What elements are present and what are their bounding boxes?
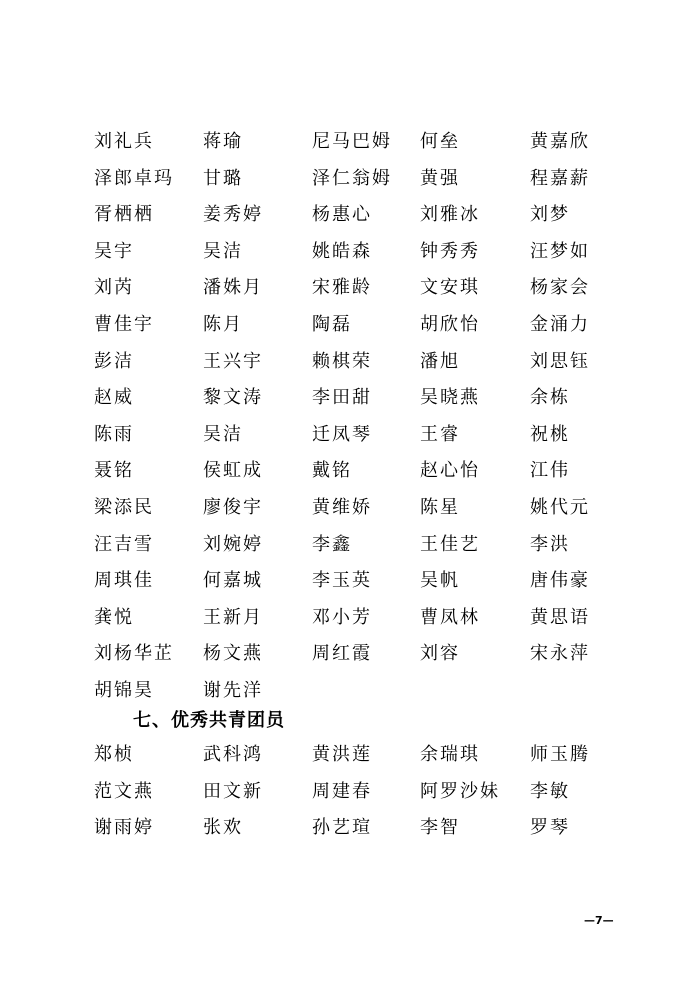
name-entry: 赖棋荣 — [312, 350, 372, 372]
name-entry: 胥栖栖 — [94, 204, 154, 226]
name-row — [0, 161, 700, 198]
name-entry: 杨惠心 — [312, 204, 372, 226]
name-entry: 潘旭 — [420, 350, 460, 372]
name-entry: 邓小芳 — [312, 606, 372, 628]
name-entry: 范文燕 — [94, 780, 154, 802]
name-row — [0, 124, 700, 161]
name-entry: 吴洁 — [203, 423, 243, 445]
name-entry: 甘璐 — [203, 167, 243, 189]
name-entry: 潘姝月 — [203, 277, 263, 299]
name-entry: 王佳艺 — [420, 533, 480, 555]
name-entry: 罗琴 — [530, 817, 570, 839]
name-entry: 杨家会 — [530, 277, 590, 299]
name-entry: 刘礼兵 — [94, 131, 154, 152]
name-row — [0, 600, 700, 637]
name-entry: 聂铭 — [94, 460, 134, 482]
name-entry: 李智 — [420, 817, 460, 839]
name-row — [0, 774, 700, 811]
name-entry: 陶磊 — [312, 313, 352, 335]
name-row — [0, 810, 700, 847]
name-entry: 刘婉婷 — [203, 533, 263, 555]
name-entry: 胡欣怡 — [420, 313, 480, 335]
name-row — [0, 380, 700, 417]
name-row — [0, 197, 700, 234]
name-entry: 周红霞 — [312, 643, 372, 665]
page-number: —7— — [584, 914, 614, 927]
name-entry: 余瑞琪 — [420, 744, 480, 765]
name-entry: 李鑫 — [312, 533, 352, 555]
name-entry: 李洪 — [530, 533, 570, 555]
name-entry: 曹凤林 — [420, 606, 480, 628]
name-row — [0, 563, 700, 600]
name-entry: 刘思钰 — [530, 350, 590, 372]
name-entry: 何嘉城 — [203, 570, 263, 592]
name-entry: 刘杨华芷 — [94, 643, 174, 665]
name-entry: 侯虹成 — [203, 460, 263, 482]
name-entry: 金涌力 — [530, 313, 590, 335]
name-entry: 吴洁 — [203, 240, 243, 262]
name-entry: 师玉腾 — [530, 744, 590, 765]
name-row — [0, 673, 700, 707]
name-entry: 龚悦 — [94, 606, 134, 628]
name-entry: 汪梦如 — [530, 240, 590, 262]
name-entry: 刘梦 — [530, 204, 570, 226]
name-entry: 王兴宇 — [203, 350, 263, 372]
name-entry: 宋永萍 — [530, 643, 590, 665]
name-entry: 曹佳宇 — [94, 313, 154, 335]
name-entry: 迁凤琴 — [312, 423, 372, 445]
name-entry: 谢雨婷 — [94, 817, 154, 839]
name-row — [0, 417, 700, 454]
name-entry: 姚代元 — [530, 496, 590, 518]
name-entry: 张欢 — [203, 817, 243, 839]
name-entry: 吴宇 — [94, 240, 134, 262]
name-entry: 汪吉雪 — [94, 533, 154, 555]
name-entry: 唐伟豪 — [530, 570, 590, 592]
name-entry: 陈星 — [420, 496, 460, 518]
name-entry: 何垒 — [420, 131, 460, 152]
name-entry: 江伟 — [530, 460, 570, 482]
name-entry: 黎文涛 — [203, 387, 263, 409]
name-entry: 程嘉薪 — [530, 167, 590, 189]
name-entry: 钟秀秀 — [420, 240, 480, 262]
name-entry: 黄思语 — [530, 606, 590, 628]
name-entry: 祝桃 — [530, 423, 570, 445]
name-entry: 田文新 — [203, 780, 263, 802]
name-entry: 陈雨 — [94, 423, 134, 445]
name-entry: 尼马巴姆 — [312, 131, 392, 152]
name-list-outstanding-members — [0, 737, 700, 847]
name-entry: 李玉英 — [312, 570, 372, 592]
name-entry: 吴晓燕 — [420, 387, 480, 409]
name-row — [0, 307, 700, 344]
name-row — [0, 490, 700, 527]
name-entry: 余栋 — [530, 387, 570, 409]
name-entry: 赵威 — [94, 387, 134, 409]
name-entry: 李敏 — [530, 780, 570, 802]
name-entry: 刘容 — [420, 643, 460, 665]
name-row — [0, 453, 700, 490]
name-entry: 周琪佳 — [94, 570, 154, 592]
name-entry: 刘雅冰 — [420, 204, 480, 226]
name-row — [0, 527, 700, 564]
name-entry: 胡锦昊 — [94, 679, 154, 701]
name-row — [0, 636, 700, 673]
name-entry: 谢先洋 — [203, 679, 263, 701]
name-row — [0, 270, 700, 307]
name-entry: 吴帆 — [420, 570, 460, 592]
name-entry: 姚皓森 — [312, 240, 372, 262]
name-entry: 彭洁 — [94, 350, 134, 372]
name-row — [0, 737, 700, 774]
name-entry: 文安琪 — [420, 277, 480, 299]
name-entry: 黄强 — [420, 167, 460, 189]
name-entry: 武科鸿 — [203, 744, 263, 765]
name-entry: 泽仁翁姆 — [312, 167, 392, 189]
name-entry: 梁添民 — [94, 496, 154, 518]
name-entry: 陈月 — [203, 313, 243, 335]
name-entry: 杨文燕 — [203, 643, 263, 665]
name-entry: 廖俊宇 — [203, 496, 263, 518]
name-entry: 王新月 — [203, 606, 263, 628]
name-entry: 阿罗沙妹 — [420, 780, 500, 802]
name-row — [0, 234, 700, 271]
name-entry: 戴铭 — [312, 460, 352, 482]
name-entry: 刘芮 — [94, 277, 134, 299]
name-entry: 蒋瑜 — [203, 131, 243, 152]
name-entry: 姜秀婷 — [203, 204, 263, 226]
name-entry: 泽郎卓玛 — [94, 167, 174, 189]
name-entry: 黄洪莲 — [312, 744, 372, 765]
name-entry: 郑桢 — [94, 744, 134, 765]
section-heading: 七、优秀共青团员 — [133, 710, 285, 731]
name-entry: 孙艺瑄 — [312, 817, 372, 839]
name-list-top — [0, 124, 700, 707]
name-entry: 黄嘉欣 — [530, 131, 590, 152]
name-entry: 周建春 — [312, 780, 372, 802]
name-entry: 黄维娇 — [312, 496, 372, 518]
name-entry: 赵心怡 — [420, 460, 480, 482]
name-entry: 李田甜 — [312, 387, 372, 409]
name-entry: 王睿 — [420, 423, 460, 445]
name-row — [0, 344, 700, 381]
name-entry: 宋雅龄 — [312, 277, 372, 299]
